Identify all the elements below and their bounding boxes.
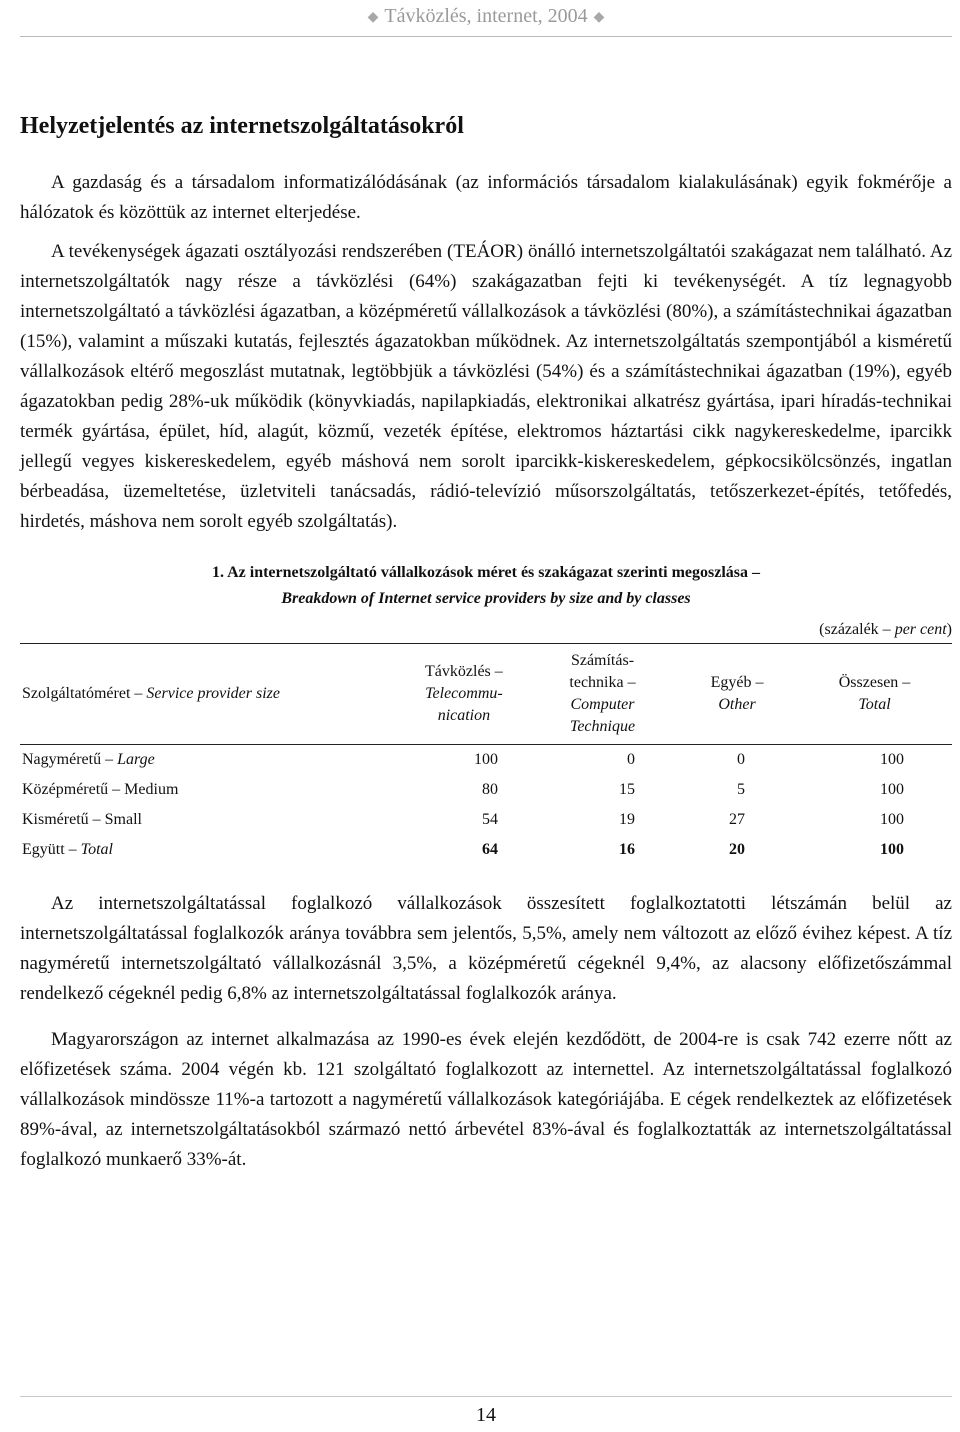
section-title: Helyzetjelentés az internetszolgáltatásokról	[20, 113, 464, 139]
table-cell: 19	[618, 811, 635, 828]
body-paragraph: Magyarországon az internet alkalmazása az 1990-es évek elején kezdődött, de 2004-re is csak 742 ezerre nőtt az előfizetések száma. 2004 végén kb. 121 szolgáltató foglalkozott az internettel. Az internetszolgáltatással foglalkozó vállalkozások mindössze 11%-a tartozott a nagyméretű vállalkozások kategóriájába. E cégek rendelkeztek az előfizetések 89%-ával, az internetszolgáltatásokból származó nettó árbevétel 83%-ával és foglalkoztatták az internetszolgáltatással foglalkozó munkaerő 33%-át.	[20, 1029, 952, 1170]
table-cell: 20	[729, 841, 746, 858]
distribution-table	[20, 643, 952, 865]
row-label: Együtt – Total	[22, 841, 113, 858]
running-header	[20, 0, 952, 30]
column-header-size: Szolgáltatóméret – Service provider size	[20, 644, 400, 745]
column-header-total: Összesen – Total	[797, 644, 952, 745]
table-row	[20, 745, 952, 776]
intro-paragraph: A gazdaság és a társadalom informatizálódásának (az információs társadalom kialakulásának) egyik fokmérője a hálózatok és közöttük az internet elterjedése.	[20, 172, 952, 223]
table-unit-note: (százalék – per cent)	[819, 621, 952, 638]
table-cell: 100	[474, 751, 499, 768]
table-cell: 100	[880, 781, 904, 798]
table-caption-english: Breakdown of Internet service providers by size and by classes	[281, 590, 691, 607]
table-cell: 0	[626, 751, 635, 768]
table-cell: 54	[482, 811, 499, 828]
row-label: Kisméretű – Small	[22, 811, 142, 828]
column-header-computing: Számítás- technika – Computer Technique	[528, 644, 677, 745]
table-cell: 100	[880, 811, 904, 828]
table-row	[20, 775, 952, 805]
table-cell: 64	[482, 841, 499, 858]
document-page	[20, 0, 952, 1426]
table-cell: 15	[618, 781, 635, 798]
table-cell: 27	[729, 811, 746, 828]
column-header-telecom: Távközlés – Telecommu- nication	[400, 644, 528, 745]
table-caption: 1. Az internetszolgáltató vállalkozások méret és szakágazat szerinti megoszlása –	[211, 564, 761, 581]
diamond-icon: ◆	[593, 10, 605, 25]
row-label: Nagyméretű – Large	[22, 751, 155, 768]
table-cell: 5	[737, 781, 746, 798]
row-label: Középméretű – Medium	[22, 781, 179, 798]
diamond-icon: ◆	[367, 10, 379, 25]
table-cell: 100	[880, 751, 904, 768]
column-header-other: Egyéb – Other	[677, 644, 797, 745]
header-rule	[20, 36, 952, 37]
table-row-total	[20, 835, 952, 865]
table-cell: 80	[482, 781, 499, 798]
table-header-row	[20, 644, 952, 745]
page-number: 14	[476, 1404, 496, 1426]
table-row	[20, 805, 952, 835]
table-cell: 16	[618, 841, 635, 858]
body-paragraph: A tevékenységek ágazati osztályozási rendszerében (TEÁOR) önálló internetszolgáltatói szakágazat nem található. Az internetszolgáltatók nagy része a távközlési (64%) szakágazatban fejti ki tevékenységét. A tíz legnagyobb internetszolgáltató a távközlési ágazatban, a középméretű vállalkozások a távközlési (80%), a számítástechnikai ágazatban (15%), valamint a műszaki kutatás, fejlesztés ágazatokban működnek. Az internetszolgáltatás szempontjából a kisméretű vállalkozások eltérő megoszlást mutatnak, legtöbbjük a távközlési (54%) és a számítástechnikai ágazatban (19%), egyéb ágazatokban pedig 28%-uk működik (könyvkiadás, napilapkiadás, elektronikai alkatrész gyártása, ipari híradás-technikai termék gyártása, épület, híd, alagút, közmű, vezeték építése, elektromos háztartási cikk nagykereskedelme, iparcikk jellegű vegyes kiskereskedelem, egyéb máshová nem sorolt iparcikk-kiskereskedelem, gépkocsikölcsönzés, ingatlan bérbeadása, üzemeltetése, üzletviteli tanácsadás, rádió-televízió műsorszolgáltatás, tetőszerkezet-építés, tetőfedés, hirdetés, máshova nem sorolt egyéb szolgáltatás).	[20, 241, 952, 532]
table-cell: 0	[737, 751, 746, 768]
body-paragraph: Az internetszolgáltatással foglalkozó vállalkozások összesített foglalkoztatotti létszámán belül az internetszolgáltatással foglalkozók aránya továbbra sem jelentős, 5,5%, amely nem változott az előző évihez képest. A tíz nagyméretű internetszolgáltató vállalkozásnál 3,5%, a középméretű cégeknél 9,4%, az alacsony előfizetőszámmal rendelkező cégeknél pedig 6,8% az internetszolgáltatással foglalkozók aránya.	[20, 893, 952, 1004]
footer-rule	[20, 1396, 952, 1397]
table-cell: 100	[880, 841, 904, 858]
running-title: Távközlés, internet, 2004	[384, 5, 588, 27]
